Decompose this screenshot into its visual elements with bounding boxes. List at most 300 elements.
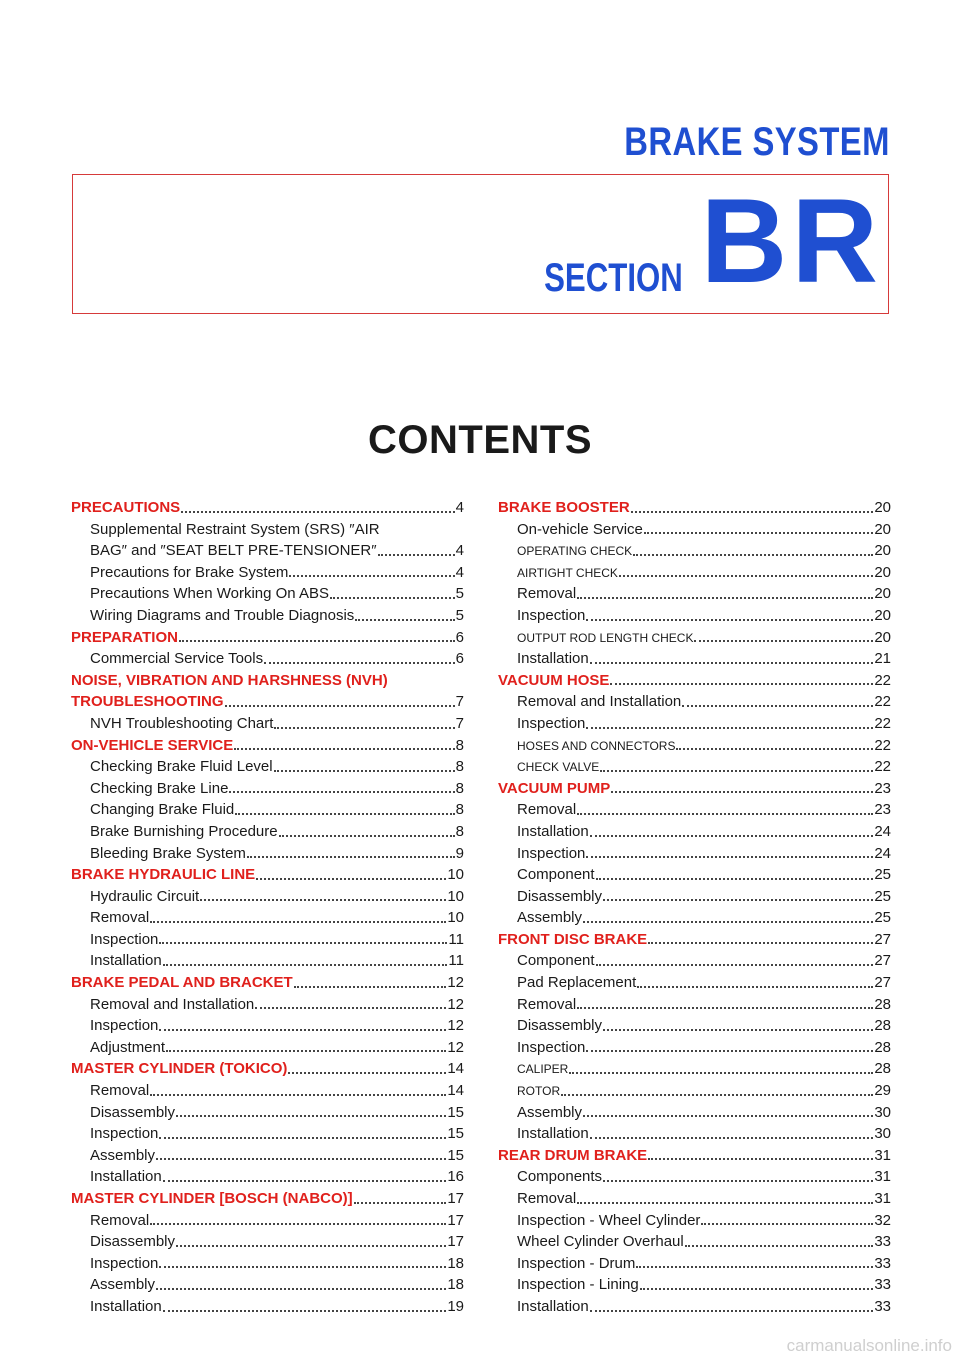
toc-leader-dots — [603, 1029, 873, 1031]
toc-entry-label: Installation — [90, 1297, 162, 1315]
toc-entry[interactable] — [71, 778, 464, 800]
toc-page-number: 28 — [874, 1060, 891, 1078]
toc-entry-label: Bleeding Brake System — [90, 844, 246, 862]
toc-entry[interactable] — [71, 821, 464, 843]
toc-leader-dots — [619, 575, 873, 577]
toc-entry[interactable] — [498, 1274, 891, 1296]
toc-section-entry[interactable] — [71, 691, 464, 713]
toc-page-number: 12 — [447, 974, 464, 992]
toc-entry-label: ROTOR — [517, 1084, 561, 1099]
toc-entry-label: Inspection — [517, 844, 586, 862]
toc-page-number: 31 — [874, 1168, 891, 1186]
toc-entry-label: MASTER CYLINDER [BOSCH (NABCO)] — [71, 1190, 353, 1207]
toc-leader-dots — [156, 1158, 446, 1160]
toc-entry-label: Checking Brake Line — [90, 779, 229, 797]
toc-column-right — [498, 497, 891, 1318]
toc-page-number: 31 — [874, 1190, 891, 1207]
toc-entry[interactable] — [498, 1253, 891, 1275]
toc-leader-dots — [176, 1245, 446, 1247]
toc-leader-dots — [600, 770, 873, 772]
toc-page-number: 22 — [874, 758, 891, 776]
toc-page-number: 29 — [874, 1082, 891, 1100]
toc-entry-label: Removal — [90, 1211, 150, 1229]
toc-page-number: 20 — [874, 585, 891, 603]
toc-column-left — [71, 497, 464, 1318]
toc-leader-dots — [150, 921, 446, 923]
toc-entry[interactable] — [71, 907, 464, 929]
toc-entry[interactable] — [71, 1210, 464, 1232]
toc-entry[interactable] — [71, 583, 464, 605]
toc-entry[interactable] — [498, 843, 891, 865]
toc-page-number: 18 — [447, 1254, 464, 1272]
toc-page-number: 20 — [874, 563, 891, 581]
toc-subtopic-entry[interactable] — [498, 735, 891, 757]
toc-leader-dots — [590, 662, 874, 664]
toc-entry-label: Disassembly — [517, 887, 603, 905]
toc-entry-label: Inspection — [90, 1254, 159, 1272]
toc-leader-dots — [610, 683, 873, 685]
toc-page-number: 15 — [447, 1146, 464, 1164]
toc-subtopic-entry[interactable] — [498, 1080, 891, 1102]
toc-page-number: 30 — [874, 1103, 891, 1121]
toc-entry-label: Removal — [517, 1190, 577, 1207]
toc-leader-dots — [159, 1137, 446, 1139]
toc-entry[interactable] — [498, 713, 891, 735]
toc-entry-label: On-vehicle Service — [517, 520, 643, 538]
toc-entry-label: HOSES AND CONNECTORS — [517, 738, 676, 753]
toc-page-number: 33 — [874, 1233, 891, 1251]
toc-entry-label: Assembly — [517, 1103, 583, 1121]
toc-page-number: 31 — [874, 1146, 891, 1164]
toc-leader-dots — [159, 942, 447, 944]
toc-entry[interactable] — [71, 519, 464, 541]
toc-entry-label: Checking Brake Fluid Level — [90, 758, 273, 776]
toc-entry[interactable] — [498, 691, 891, 713]
toc-leader-dots — [685, 1245, 874, 1247]
toc-entry[interactable] — [71, 1253, 464, 1275]
toc-entry-label: OUTPUT ROD LENGTH CHECK — [517, 630, 694, 645]
toc-page-number: 14 — [447, 1082, 464, 1100]
toc-entry[interactable] — [498, 1102, 891, 1124]
toc-entry[interactable] — [498, 1037, 891, 1059]
toc-page-number: 28 — [874, 995, 891, 1013]
toc-page-number: 19 — [447, 1297, 464, 1315]
toc-entry-label: Removal and Installation — [90, 995, 255, 1013]
toc-entry[interactable] — [71, 1123, 464, 1145]
toc-page-number: 10 — [447, 909, 464, 927]
toc-leader-dots — [179, 640, 455, 642]
toc-leader-dots — [648, 1158, 873, 1160]
toc-entry-label: Commercial Service Tools — [90, 650, 264, 668]
toc-page-number: 20 — [874, 520, 891, 538]
toc-leader-dots — [586, 727, 873, 729]
toc-leader-dots — [701, 1223, 873, 1225]
toc-leader-dots — [235, 813, 454, 815]
toc-page-number: 21 — [874, 650, 891, 668]
toc-leader-dots — [229, 791, 454, 793]
toc-entry-label: TROUBLESHOOTING — [71, 693, 224, 711]
toc-leader-dots — [633, 554, 873, 556]
toc-subtopic-entry[interactable] — [498, 627, 891, 649]
toc-entry[interactable] — [498, 1296, 891, 1318]
toc-entry[interactable] — [498, 886, 891, 908]
toc-entry[interactable] — [498, 605, 891, 627]
toc-entry[interactable] — [71, 799, 464, 821]
toc-entry-label: Changing Brake Fluid — [90, 801, 235, 819]
toc-leader-dots — [255, 1007, 446, 1009]
toc-leader-dots — [150, 1094, 446, 1096]
toc-entry[interactable] — [498, 950, 891, 972]
toc-entry[interactable] — [71, 1296, 464, 1318]
section-code: BR — [700, 174, 882, 308]
toc-entry-label: Assembly — [90, 1146, 156, 1164]
toc-entry-label: CALIPER — [517, 1062, 569, 1077]
toc-leader-dots — [150, 1223, 446, 1225]
toc-page-number: 22 — [874, 736, 891, 754]
toc-entry[interactable] — [498, 583, 891, 605]
toc-section-entry[interactable] — [498, 778, 891, 800]
toc-leader-dots — [676, 748, 873, 750]
toc-leader-dots — [274, 770, 455, 772]
toc-leader-dots — [590, 835, 874, 837]
toc-entry-label: Installation — [517, 1125, 589, 1143]
toc-leader-dots — [577, 1202, 873, 1204]
toc-page-number: 4 — [455, 499, 464, 516]
toc-leader-dots — [596, 964, 874, 966]
toc-page-number: 12 — [447, 1017, 464, 1035]
toc-entry[interactable] — [71, 929, 464, 951]
toc-page-number: 4 — [455, 542, 464, 560]
document-title: BRAKE SYSTEM — [624, 120, 890, 164]
toc-entry[interactable] — [498, 907, 891, 929]
toc-leader-dots — [640, 1288, 874, 1290]
toc-page-number: 5 — [455, 606, 464, 624]
toc-entry[interactable] — [498, 799, 891, 821]
toc-section-entry[interactable] — [71, 497, 464, 519]
toc-leader-dots — [274, 727, 454, 729]
toc-leader-dots — [354, 1202, 447, 1204]
contents-heading: CONTENTS — [368, 418, 592, 462]
toc-page-number: 20 — [874, 628, 891, 646]
toc-section-entry[interactable] — [71, 735, 464, 757]
toc-entry[interactable] — [498, 1210, 891, 1232]
toc-entry[interactable] — [71, 886, 464, 908]
toc-page-number: 14 — [447, 1060, 464, 1078]
toc-page-number: 16 — [447, 1168, 464, 1186]
toc-page-number: 33 — [874, 1297, 891, 1315]
toc-leader-dots — [289, 575, 454, 577]
toc-section-entry[interactable] — [71, 864, 464, 886]
toc-entry[interactable] — [71, 713, 464, 735]
toc-entry[interactable] — [71, 1274, 464, 1296]
toc-page-number: 11 — [448, 930, 464, 948]
toc-entry-label: Inspection — [90, 930, 159, 948]
toc-entry-label: Inspection - Wheel Cylinder — [517, 1211, 701, 1229]
toc-leader-dots — [156, 1288, 446, 1290]
toc-entry-label: NOISE, VIBRATION AND HARSHNESS (NVH) — [71, 671, 388, 689]
toc-entry[interactable] — [71, 540, 464, 562]
toc-entry-label: BRAKE PEDAL AND BRACKET — [71, 974, 293, 992]
toc-entry[interactable] — [71, 1231, 464, 1253]
toc-entry[interactable] — [498, 972, 891, 994]
toc-page-number: 8 — [455, 758, 464, 776]
toc-leader-dots — [631, 511, 874, 513]
toc-page-number: 22 — [874, 693, 891, 711]
toc-section-entry[interactable] — [498, 670, 891, 692]
toc-leader-dots — [176, 1115, 446, 1117]
toc-page-number: 22 — [874, 671, 891, 689]
toc-section-entry[interactable] — [498, 497, 891, 519]
toc-entry-label: Component — [517, 952, 595, 970]
toc-page-number: 6 — [455, 628, 464, 646]
toc-entry[interactable] — [498, 1231, 891, 1253]
toc-page-number: 7 — [455, 714, 464, 732]
toc-leader-dots — [603, 899, 873, 901]
toc-entry-label: REAR DRUM BRAKE — [498, 1146, 648, 1164]
toc-entry-label: Pad Replacement — [517, 974, 637, 992]
toc-entry-label: Removal — [90, 1082, 150, 1100]
toc-page-number: 28 — [874, 1038, 891, 1056]
toc-page-number: 32 — [874, 1211, 891, 1229]
toc-entry-label: AIRTIGHT CHECK — [517, 565, 618, 580]
toc-leader-dots — [590, 1137, 874, 1139]
toc-page-number: 11 — [448, 952, 464, 970]
toc-leader-dots — [234, 748, 454, 750]
toc-leader-dots — [586, 619, 873, 621]
toc-entry-label: Inspection — [517, 714, 586, 732]
toc-entry-label: Brake Burnishing Procedure — [90, 822, 278, 840]
toc-entry[interactable] — [498, 648, 891, 670]
toc-entry[interactable] — [71, 950, 464, 972]
toc-entry-label: BAG″ and ″SEAT BELT PRE-TENSIONER″ — [90, 542, 377, 560]
toc-entry-label: Inspection - Drum — [517, 1254, 636, 1272]
toc-leader-dots — [159, 1266, 446, 1268]
toc-subtopic-entry[interactable] — [498, 562, 891, 584]
toc-entry-label: Disassembly — [90, 1103, 176, 1121]
toc-entry[interactable] — [498, 1188, 891, 1210]
toc-leader-dots — [586, 856, 873, 858]
toc-entry-label: Assembly — [90, 1276, 156, 1294]
toc-entry-label: NVH Troubleshooting Chart — [90, 714, 274, 732]
toc-leader-dots — [330, 597, 455, 599]
toc-entry[interactable] — [498, 994, 891, 1016]
toc-page-number: 9 — [455, 844, 464, 862]
toc-leader-dots — [569, 1072, 873, 1074]
toc-leader-dots — [378, 554, 455, 556]
toc-leader-dots — [200, 899, 446, 901]
toc-page-number: 12 — [447, 995, 464, 1013]
toc-entry[interactable] — [498, 821, 891, 843]
toc-page-number: 15 — [447, 1103, 464, 1121]
toc-entry-label: Components — [517, 1168, 603, 1186]
toc-leader-dots — [256, 878, 446, 880]
toc-section-entry[interactable] — [71, 1188, 464, 1210]
toc-leader-dots — [264, 662, 455, 664]
toc-entry-label: Wheel Cylinder Overhaul — [517, 1233, 684, 1251]
toc-entry-label: Installation — [90, 1168, 162, 1186]
toc-leader-dots — [682, 705, 873, 707]
toc-leader-dots — [577, 1007, 873, 1009]
section-label: SECTION — [544, 256, 683, 300]
toc-leader-dots — [166, 1050, 446, 1052]
toc-page-number: 20 — [874, 499, 891, 516]
toc-section-entry[interactable] — [71, 1058, 464, 1080]
toc-section-entry[interactable] — [498, 1145, 891, 1167]
toc-entry[interactable] — [71, 1102, 464, 1124]
toc-entry-label: Installation — [517, 1297, 589, 1315]
toc-entry[interactable] — [498, 1123, 891, 1145]
toc-page-number: 27 — [874, 974, 891, 992]
toc-entry-label: VACUUM HOSE — [498, 671, 610, 689]
toc-leader-dots — [603, 1180, 873, 1182]
toc-entry-label: BRAKE BOOSTER — [498, 499, 630, 516]
toc-leader-dots — [294, 986, 447, 988]
toc-entry[interactable] — [71, 1015, 464, 1037]
toc-page-number: 4 — [455, 563, 464, 581]
toc-entry-label: Installation — [90, 952, 162, 970]
toc-entry-label: Installation — [517, 822, 589, 840]
toc-section-entry[interactable] — [71, 972, 464, 994]
toc-leader-dots — [163, 1180, 447, 1182]
toc-entry-label: Assembly — [517, 909, 583, 927]
toc-entry[interactable] — [498, 519, 891, 541]
toc-entry-label: Precautions When Working On ABS — [90, 585, 330, 603]
toc-page-number: 8 — [455, 779, 464, 797]
toc-entry[interactable] — [71, 843, 464, 865]
toc-entry-label: MASTER CYLINDER (TOKICO) — [71, 1060, 288, 1078]
toc-entry-label: Removal — [517, 995, 577, 1013]
toc-page-number: 25 — [874, 909, 891, 927]
toc-entry-label: PRECAUTIONS — [71, 499, 181, 516]
toc-leader-dots — [583, 921, 873, 923]
toc-leader-dots — [590, 1310, 874, 1312]
toc-page-number: 12 — [447, 1038, 464, 1056]
toc-leader-dots — [694, 640, 873, 642]
toc-entry-label: Disassembly — [517, 1017, 603, 1035]
toc-entry[interactable] — [71, 562, 464, 584]
toc-entry-label: Inspection — [517, 606, 586, 624]
toc-entry-label: ON-VEHICLE SERVICE — [71, 736, 234, 754]
toc-leader-dots — [586, 1050, 873, 1052]
toc-entry-label: Inspection — [517, 1038, 586, 1056]
toc-leader-dots — [225, 705, 455, 707]
toc-page-number: 30 — [874, 1125, 891, 1143]
toc-entry[interactable] — [71, 1080, 464, 1102]
toc-leader-dots — [577, 597, 873, 599]
toc-entry-label: PREPARATION — [71, 628, 178, 646]
toc-page-number: 24 — [874, 822, 891, 840]
toc-entry-label: Inspection - Lining — [517, 1276, 639, 1294]
toc-leader-dots — [163, 964, 448, 966]
toc-entry-label: Inspection — [90, 1017, 159, 1035]
toc-page-number: 18 — [447, 1276, 464, 1294]
toc-section-entry[interactable] — [498, 929, 891, 951]
toc-page-number: 7 — [455, 693, 464, 711]
toc-entry[interactable] — [71, 756, 464, 778]
toc-page-number: 25 — [874, 866, 891, 884]
toc-leader-dots — [583, 1115, 873, 1117]
toc-entry-label: Removal — [517, 801, 577, 819]
toc-leader-dots — [163, 1310, 447, 1312]
footer-watermark: carmanualsonline.info — [786, 1336, 952, 1355]
toc-entry[interactable] — [498, 1015, 891, 1037]
toc-page-number: 24 — [874, 844, 891, 862]
toc-page-number: 6 — [455, 650, 464, 668]
toc-entry[interactable] — [71, 1166, 464, 1188]
toc-entry[interactable] — [71, 994, 464, 1016]
toc-entry-label: Removal and Installation — [517, 693, 682, 711]
toc-page-number: 8 — [455, 801, 464, 819]
toc-leader-dots — [159, 1029, 446, 1031]
toc-leader-dots — [181, 511, 454, 513]
toc-entry-label: FRONT DISC BRAKE — [498, 930, 648, 948]
toc-page-number: 22 — [874, 714, 891, 732]
toc-entry-label: Wiring Diagrams and Trouble Diagnosis — [90, 606, 355, 624]
toc-subtopic-entry[interactable] — [498, 756, 891, 778]
toc-entry-label: CHECK VALVE — [517, 760, 600, 775]
toc-entry-label: Precautions for Brake System — [90, 563, 289, 581]
toc-leader-dots — [611, 791, 873, 793]
toc-entry-label: Installation — [517, 650, 589, 668]
toc-page-number: 27 — [874, 952, 891, 970]
toc-leader-dots — [288, 1072, 446, 1074]
toc-page-number: 28 — [874, 1017, 891, 1035]
toc-section-entry[interactable] — [71, 670, 464, 692]
toc-page-number: 33 — [874, 1254, 891, 1272]
toc-entry-label: Hydraulic Circuit — [90, 887, 200, 905]
toc-entry-label: Removal — [517, 585, 577, 603]
toc-leader-dots — [355, 619, 454, 621]
toc-page-number: 10 — [447, 887, 464, 905]
toc-leader-dots — [637, 986, 873, 988]
toc-subtopic-entry[interactable] — [498, 1058, 891, 1080]
toc-entry-label: OPERATING CHECK — [517, 544, 633, 559]
toc-page-number: 20 — [874, 542, 891, 560]
toc-leader-dots — [577, 813, 873, 815]
toc-subtopic-entry[interactable] — [498, 540, 891, 562]
toc-page-number: 5 — [455, 585, 464, 603]
toc-entry-label: BRAKE HYDRAULIC LINE — [71, 866, 256, 884]
toc-page-number: 17 — [447, 1190, 464, 1207]
toc-page-number: 8 — [455, 736, 464, 754]
toc-entry[interactable] — [71, 1145, 464, 1167]
toc-page-number: 33 — [874, 1276, 891, 1294]
toc-entry[interactable] — [498, 864, 891, 886]
toc-entry[interactable] — [71, 605, 464, 627]
section-banner — [72, 174, 889, 314]
toc-page-number: 20 — [874, 606, 891, 624]
toc-entry-label: Inspection — [90, 1125, 159, 1143]
toc-leader-dots — [561, 1094, 873, 1096]
toc-entry[interactable] — [498, 1166, 891, 1188]
toc-entry[interactable] — [71, 648, 464, 670]
toc-page-number: 17 — [447, 1233, 464, 1251]
toc-page-number: 23 — [874, 801, 891, 819]
toc-entry[interactable] — [71, 1037, 464, 1059]
toc-page-number: 25 — [874, 887, 891, 905]
toc-entry-label: VACUUM PUMP — [498, 779, 611, 797]
toc-leader-dots — [636, 1266, 873, 1268]
toc-entry-label: Supplemental Restraint System (SRS) ″AIR — [90, 520, 380, 538]
toc-page-number: 23 — [874, 779, 891, 797]
toc-leader-dots — [648, 942, 873, 944]
toc-leader-dots — [279, 835, 455, 837]
toc-leader-dots — [644, 532, 873, 534]
toc-entry-label: Disassembly — [90, 1233, 176, 1251]
toc-section-entry[interactable] — [71, 627, 464, 649]
toc-leader-dots — [247, 856, 455, 858]
toc-page-number: 8 — [455, 822, 464, 840]
